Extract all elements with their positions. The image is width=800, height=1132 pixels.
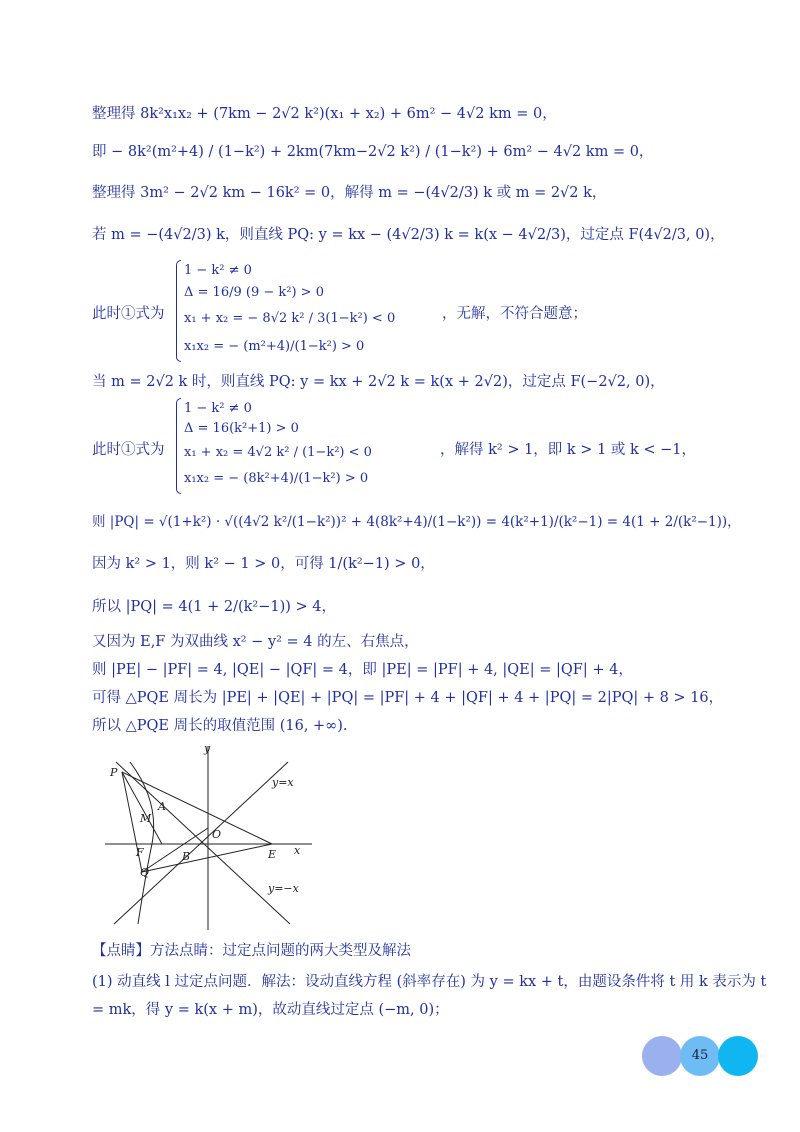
line-3: 整理得 3m² − 2√2 km − 16k² = 0，解得 m = −(4√2/3) k 或 m = 2√2 k，	[92, 185, 607, 201]
system1-row: x₁x₂ = − (m²+4)/(1−k²) > 0	[184, 339, 365, 354]
line-1: 整理得 8k²x₁x₂ + (7km − 2√2 k²)(x₁ + x₂) + 6m² − 4√2 km = 0，	[92, 106, 557, 122]
label-E: E	[268, 848, 277, 861]
system2-brace	[176, 398, 181, 494]
system2-row: 1 − k² ≠ 0	[184, 401, 252, 416]
hyperbola-figure	[100, 742, 320, 932]
label-B: B	[182, 850, 191, 863]
system1-row: x₁ + x₂ = − 8√2 k² / 3(1−k²) < 0	[184, 311, 396, 326]
segment-PE	[122, 772, 272, 844]
line-10: 则 |PE| − |PF| = 4, |QE| − |QF| = 4，即 |PE| = |PF| + 4, |QE| = |QF| + 4，	[92, 662, 633, 678]
system2-row: Δ = 16(k²+1) > 0	[184, 421, 299, 436]
line-9: 又因为 E,F 为双曲线 x² − y² = 4 的左、右焦点，	[92, 634, 419, 650]
system2-row: x₁ + x₂ = 4√2 k² / (1−k²) < 0	[184, 445, 372, 460]
system2-row: x₁x₂ = − (8k²+4)/(1−k²) > 0	[184, 471, 369, 486]
line-2: 即 − 8k²(m²+4) / (1−k²) + 2km(7km−2√2 k²) / (1−k²) + 6m² − 4√2 km = 0，	[92, 144, 654, 160]
system2-label: 此时①式为	[92, 442, 165, 458]
segment-QE	[142, 844, 272, 872]
badge-circle-left	[642, 1036, 682, 1076]
page-number: 45	[691, 1048, 709, 1063]
tips-paragraph-2: = mk，得 y = k(x + m)，故动直线过定点 (−m, 0)；	[92, 1002, 449, 1018]
line-12: 所以 △PQE 周长的取值范围 (16, +∞).	[92, 718, 348, 734]
system2-tail: ，解得 k² > 1，即 k > 1 或 k < −1，	[440, 442, 697, 458]
label-O: O	[212, 828, 222, 841]
label-Q: Q	[140, 866, 150, 879]
line-7: 因为 k² > 1，则 k² − 1 > 0，可得 1/(k²−1) > 0，	[92, 556, 435, 572]
asymptote-y-eq-x	[114, 762, 288, 924]
figure-svg	[100, 742, 320, 932]
system1-label: 此时①式为	[92, 306, 165, 322]
page-number-badge	[642, 1036, 762, 1078]
segment-PF	[122, 772, 162, 844]
label-line-y-eq-neg-x: y=−x	[268, 882, 299, 895]
system1-row: 1 − k² ≠ 0	[184, 263, 252, 278]
system1-tail: ，无解，不符合题意；	[442, 306, 587, 322]
line-4: 若 m = −(4√2/3) k，则直线 PQ: y = kx − (4√2/3) k = k(x − 4√2/3)，过定点 F(4√2/3, 0)，	[92, 227, 725, 243]
line-5: 当 m = 2√2 k 时，则直线 PQ: y = kx + 2√2 k = k(x + 2√2)，过定点 F(−2√2, 0)，	[92, 374, 665, 390]
label-line-y-eq-x: y=x	[272, 776, 294, 789]
label-A: A	[158, 800, 166, 813]
label-F: F	[136, 846, 144, 859]
tips-heading: 【点睛】方法点睛：过定点问题的两大类型及解法	[92, 943, 411, 959]
line-11: 可得 △PQE 周长为 |PE| + |QE| + |PQ| = |PF| + 4 + |QF| + 4 + |PQ| = 2|PQ| + 8 > 16，	[92, 690, 724, 706]
label-x: x	[294, 844, 301, 857]
badge-circle-right	[718, 1036, 758, 1076]
label-M: M	[140, 812, 152, 825]
system1-brace	[176, 260, 181, 362]
label-y: y	[204, 742, 211, 755]
line-8: 所以 |PQ| = 4(1 + 2/(k²−1)) > 4，	[92, 599, 337, 615]
tips-paragraph-1: (1) 动直线 l 过定点问题．解法：设动直线方程 (斜率存在) 为 y = kx + t，由题设条件将 t 用 k 表示为 t	[92, 974, 767, 990]
label-P: P	[110, 766, 118, 779]
line-6: 则 |PQ| = √(1+k²) · √((4√2 k²/(1−k²))² + 4(8k²+4)/(1−k²)) = 4(k²+1)/(k²−1) = 4(1 + 2/(k²−1))，	[92, 514, 741, 530]
system1-row: Δ = 16/9 (9 − k²) > 0	[184, 285, 324, 300]
